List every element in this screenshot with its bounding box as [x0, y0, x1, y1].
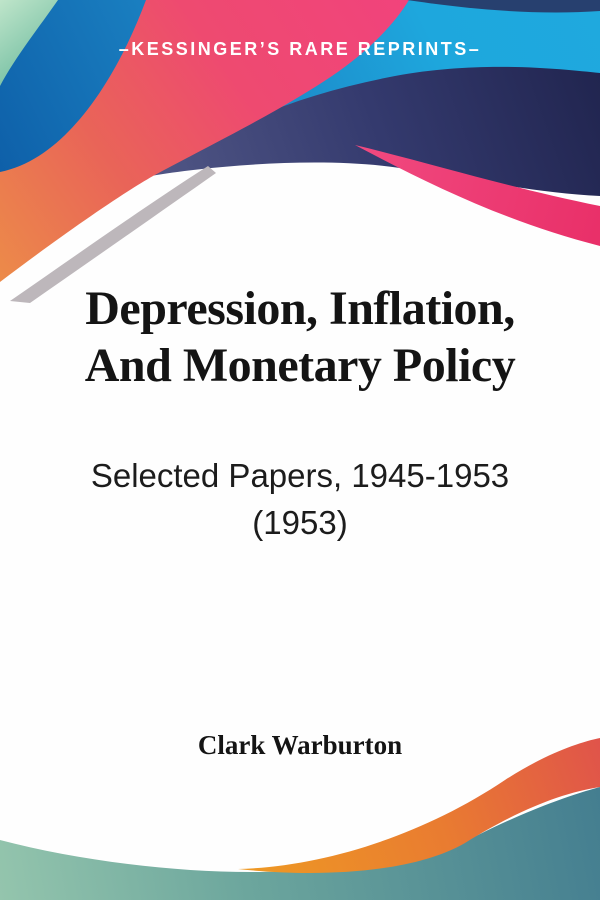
book-title: [0, 280, 600, 394]
book-title-line1: Depression, Inflation,: [85, 282, 515, 335]
book-subtitle-line2: (1953): [252, 504, 348, 541]
author-name: Clark Warburton: [197, 730, 403, 760]
book-title-line2: And Monetary Policy: [84, 339, 516, 392]
publisher-banner: –KESSINGER’S RARE REPRINTS–: [118, 39, 482, 59]
book-subtitle-line1: Selected Papers, 1945-1953: [90, 457, 510, 494]
book-subtitle: [0, 452, 600, 546]
